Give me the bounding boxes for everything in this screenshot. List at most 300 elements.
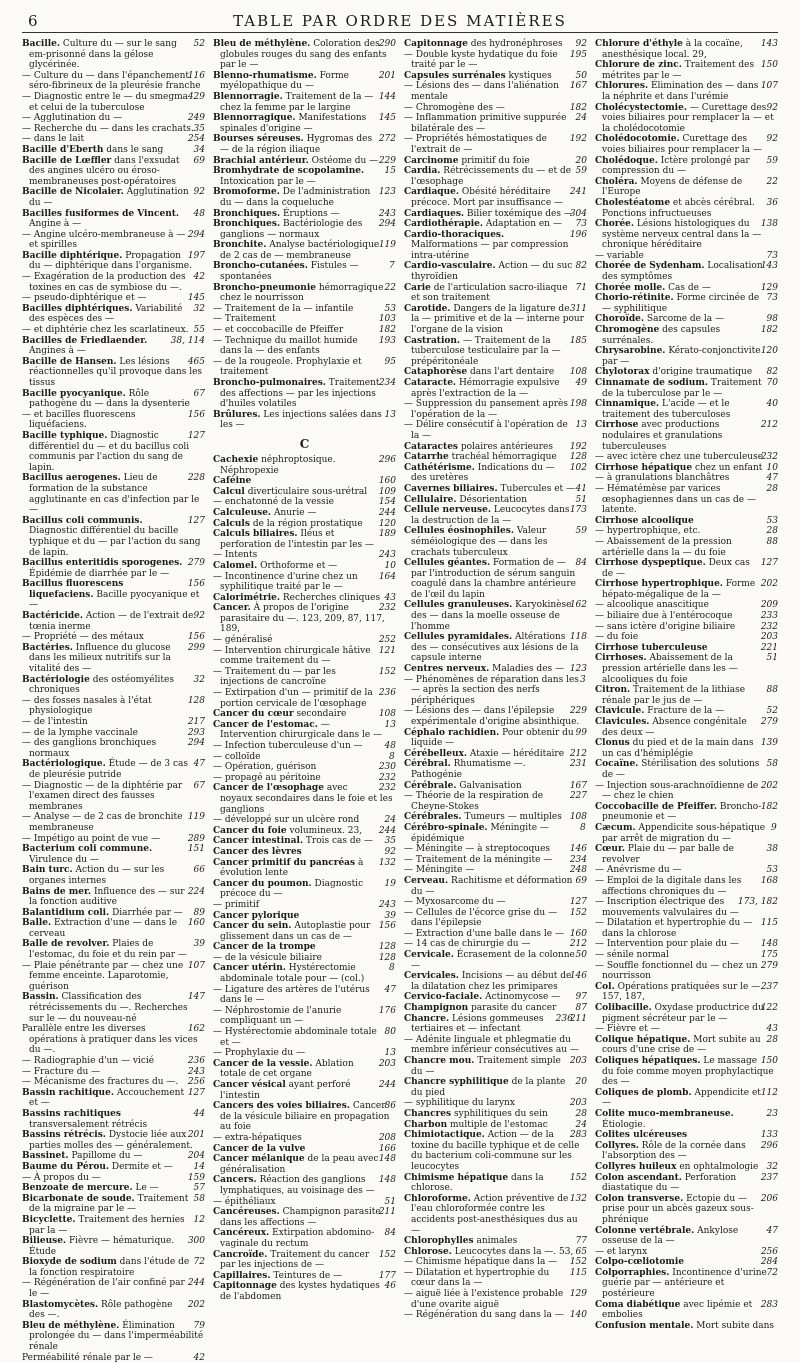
entry-text: Cas de —	[668, 282, 711, 293]
entry-text: Maladies des —	[492, 664, 564, 675]
index-entry	[22, 113, 205, 124]
index-entry	[595, 516, 778, 527]
entry-page-ref: 212	[569, 748, 587, 759]
entry-heading: Catarrhe	[404, 452, 449, 463]
entry-page-ref: 73	[766, 293, 778, 304]
entry-text: Étiologie.	[602, 1119, 646, 1130]
entry-page-ref: 24	[575, 113, 587, 124]
entry-heading: Cancers des voies biliaires.	[213, 1101, 350, 1112]
entry-heading: Cinnamique.	[595, 399, 660, 410]
entry-page-ref: 72	[193, 1257, 205, 1268]
entry-text: dans l'exsudat des angines ulcéro ou éroso-membraneuses post-opératoires	[29, 155, 180, 187]
index-entry	[213, 561, 396, 572]
index-entry	[404, 1268, 587, 1289]
index-entry	[22, 357, 205, 389]
entry-page-ref: 133	[760, 1130, 778, 1141]
index-entry	[404, 219, 587, 230]
entry-page-ref: 311	[569, 303, 587, 314]
entry-page-ref: 182	[760, 325, 778, 336]
entry-page-ref: 38, 114	[170, 335, 205, 346]
index-column-2	[213, 39, 396, 1363]
index-entry	[404, 728, 587, 749]
index-entry	[213, 603, 396, 635]
index-entry	[595, 134, 778, 155]
entry-page-ref: 103	[378, 314, 396, 325]
index-entry	[213, 720, 396, 741]
entry-page-ref: 192	[569, 134, 587, 145]
entry-text: — avec ictère chez une tuberculeuse	[595, 452, 764, 463]
entry-text: Traitement de la — chez la femme par le largine	[220, 91, 374, 113]
entry-page-ref: 70	[766, 378, 778, 388]
entry-heading: Céphalo rachidien.	[404, 727, 500, 738]
index-entry	[404, 230, 587, 262]
entry-page-ref: 147	[187, 992, 205, 1003]
entry-text: — Mécanisme des fractures du —.	[22, 1077, 179, 1088]
entry-heading: Blennorragique.	[213, 113, 296, 124]
entry-text: — alcoolique anascitique	[595, 600, 709, 611]
entry-heading: Cathétérisme.	[404, 462, 475, 473]
entry-page-ref: 88	[766, 685, 778, 696]
index-entry	[22, 1109, 205, 1130]
entry-page-ref: 120	[760, 346, 778, 357]
entry-page-ref: 28	[766, 483, 778, 494]
index-entry	[404, 844, 587, 855]
entry-page-ref: 92	[766, 102, 778, 113]
entry-page-ref: 129	[760, 282, 778, 293]
index-entry	[213, 357, 396, 378]
entry-page-ref: 115	[569, 1267, 587, 1278]
entry-heading: Clavicule.	[595, 706, 645, 717]
entry-heading: Cérébrales.	[404, 812, 462, 823]
entry-page-ref: 15	[384, 166, 396, 177]
entry-heading: Cervicales.	[404, 971, 459, 982]
entry-heading: Bronchiques.	[213, 208, 281, 219]
entry-text: de l'articulation sacro-iliaque et son traitement	[411, 282, 568, 304]
index-entry	[595, 1162, 778, 1173]
entry-text: — des fosses nasales à l'état physiologique	[22, 695, 152, 717]
entry-page-ref: 249	[187, 113, 205, 124]
entry-heading: Carcinome	[404, 155, 459, 166]
entry-page-ref: 254	[187, 134, 205, 145]
entry-text: — Méningite —	[404, 865, 475, 876]
entry-page-ref: 82	[575, 261, 587, 272]
index-entry	[404, 992, 587, 1003]
entry-text: Indications du — des uretères	[411, 462, 555, 484]
entry-page-ref: 39	[384, 910, 396, 921]
entry-text: Leucocytes dans la destruction de la —	[411, 505, 570, 526]
entry-text: — Myxosarcome du —	[404, 897, 506, 908]
index-entry	[595, 961, 778, 982]
entry-text: — Adénite linguale et phlegmatie du membre inférieur consécutives au —	[404, 1034, 579, 1056]
index-entry	[22, 92, 205, 113]
entry-page-ref: 118	[569, 632, 587, 643]
entry-page-ref: 230	[378, 762, 396, 773]
entry-text: — développé sur un ulcère rond	[213, 815, 360, 826]
entry-text: — de la vésicule biliaire	[213, 952, 322, 963]
entry-text: Recherches cliniques	[282, 592, 381, 603]
entry-page-ref: 69	[575, 875, 587, 886]
entry-heading: Bromoforme.	[213, 187, 280, 198]
entry-page-ref: 229	[378, 155, 396, 166]
entry-heading: Clonus	[595, 738, 630, 749]
entry-heading: Balantidium coli.	[22, 907, 110, 918]
index-entry	[404, 971, 587, 992]
index-columns	[22, 39, 778, 1363]
entry-text: Traitement des métrites par le —	[602, 60, 755, 81]
entry-page-ref: 203	[569, 1098, 587, 1109]
entry-text: — Abaissement de la pression artérielle dans la — du foie	[595, 536, 732, 558]
index-entry	[595, 103, 778, 135]
entry-page-ref: 50	[575, 70, 587, 81]
entry-text: Ostéome du —	[311, 155, 379, 166]
index-entry	[213, 39, 396, 71]
entry-page-ref: 185	[569, 335, 587, 346]
entry-heading: Choléra.	[595, 176, 638, 187]
entry-heading: Cirrhose tuberculeuse	[595, 642, 708, 653]
index-column-1	[22, 39, 205, 1363]
entry-page-ref: 28	[766, 1034, 778, 1045]
entry-text: Kérato-conjonctivite par —	[602, 346, 761, 367]
index-entry	[595, 653, 778, 685]
index-entry	[404, 484, 587, 495]
entry-page-ref: 24	[575, 1119, 587, 1130]
entry-text: Hystérectomie abdominale totale pour — (col.)	[220, 963, 365, 985]
entry-heading: Chloroforme.	[404, 1193, 471, 1204]
entry-text: — Fracture du —	[22, 1066, 101, 1077]
entry-page-ref: 224	[187, 886, 205, 897]
entry-heading: Colique hépatique.	[595, 1034, 691, 1045]
entry-heading: Colibacille.	[595, 1003, 652, 1014]
index-entry	[595, 982, 778, 1003]
entry-page-ref: 294	[378, 219, 396, 230]
entry-page-ref: 197	[187, 250, 205, 261]
entry-text: avec lipémie et embolies	[602, 1299, 753, 1321]
index-entry	[213, 476, 396, 487]
entry-heading: Cancer de la vulve	[213, 1143, 306, 1154]
entry-page-ref: 234	[569, 854, 587, 865]
entry-text: — épithéliaux	[213, 1196, 276, 1207]
index-entry	[595, 579, 778, 600]
index-entry	[595, 844, 778, 865]
entry-heading: Cataracte.	[404, 378, 457, 388]
index-entry	[213, 166, 396, 187]
index-entry	[595, 950, 778, 961]
entry-page-ref: 167	[569, 81, 587, 92]
index-entry	[213, 113, 396, 134]
index-entry	[213, 1006, 396, 1027]
entry-page-ref: 79	[193, 1320, 205, 1331]
index-entry	[213, 709, 396, 720]
entry-page-ref: 102	[569, 462, 587, 473]
entry-text: transversalement rétrécis	[29, 1119, 148, 1130]
entry-page-ref: 232	[378, 783, 396, 794]
entry-heading: Bacille diphtérique.	[22, 250, 123, 261]
index-entry	[213, 519, 396, 530]
entry-heading: Cellules granuleuses.	[404, 600, 513, 611]
index-entry	[404, 1236, 587, 1247]
entry-page-ref: 299	[187, 642, 205, 653]
entry-page-ref: 109	[378, 486, 396, 497]
entry-heading: Colon transverse.	[595, 1193, 684, 1204]
index-entry	[213, 847, 396, 858]
entry-heading: Chancres	[404, 1108, 452, 1119]
index-entry	[404, 600, 587, 632]
index-entry	[213, 1197, 396, 1208]
index-entry	[404, 1130, 587, 1172]
entry-page-ref: 35	[384, 836, 396, 847]
entry-page-ref: 20	[575, 1077, 587, 1088]
entry-text: Angines à —	[29, 346, 86, 357]
entry-text: Cancer de la vésicule biliaire en propagation au foie	[220, 1101, 390, 1133]
index-entry	[22, 1077, 205, 1088]
entry-page-ref: 82	[766, 367, 778, 378]
entry-heading: Capsules surrénales	[404, 70, 506, 81]
index-entry	[404, 71, 587, 82]
entry-page-ref: 279	[760, 717, 778, 727]
entry-heading: Chromogène	[595, 325, 660, 336]
index-entry	[213, 304, 396, 315]
index-entry	[404, 304, 587, 336]
entry-page-ref: 177	[378, 1270, 396, 1281]
entry-page-ref: 53	[766, 865, 778, 876]
entry-heading: Bactéries.	[22, 642, 73, 653]
index-entry	[595, 367, 778, 378]
index-entry	[595, 420, 778, 452]
entry-page-ref: 283	[760, 1299, 778, 1310]
index-entry	[213, 635, 396, 646]
index-entry	[213, 1175, 396, 1196]
entry-page-ref: 35	[193, 123, 205, 134]
index-entry	[404, 950, 587, 971]
entry-text: Appendicite sous-hépatique par arrêt de migration du —	[602, 822, 766, 844]
entry-text: — Chromogène des —	[404, 102, 505, 113]
index-entry	[22, 145, 205, 156]
index-entry	[22, 1067, 205, 1078]
entry-heading: Bassins rachitiques	[22, 1108, 121, 1119]
entry-page-ref: 182	[760, 801, 778, 812]
entry-text: — Traitement de la — infantile	[213, 303, 354, 314]
entry-heading: Cinnamate de sodium.	[595, 378, 709, 388]
entry-text: Désorientation	[459, 494, 527, 505]
entry-text: de la plante du pied	[411, 1077, 566, 1098]
entry-heading: Cancer vésical	[213, 1080, 286, 1090]
entry-text: — Propriété — des métaux	[22, 632, 144, 643]
index-entry	[213, 879, 396, 900]
entry-heading: Confusion mentale.	[595, 1320, 694, 1331]
index-entry	[22, 1173, 205, 1184]
entry-text: Traitement du cancer par les injections de —	[220, 1249, 370, 1271]
entry-page-ref: 237	[760, 1172, 778, 1183]
index-entry	[595, 1321, 778, 1332]
entry-text: Action — du suc thyroïdien	[411, 261, 573, 283]
index-entry	[213, 410, 396, 431]
index-entry	[213, 71, 396, 92]
entry-heading: Bactériologie	[22, 674, 90, 685]
index-entry	[404, 1120, 587, 1131]
index-entry	[595, 611, 778, 622]
entry-text: — Dilatation et hypertrophie du cœur dans la —	[404, 1267, 550, 1289]
entry-heading: Bourses séreuses.	[213, 134, 304, 145]
entry-text: Ablation totale de cet organe	[220, 1058, 354, 1080]
entry-text: Opérations pratiquées sur le — 157, 187,	[602, 981, 761, 1003]
index-entry	[213, 508, 396, 519]
index-entry	[213, 900, 396, 911]
entry-text: — Analyse — de 2 cas de bronchite membraneuse	[22, 812, 183, 833]
index-entry	[595, 378, 778, 399]
entry-page-ref: 51	[766, 653, 778, 664]
entry-page-ref: 145	[187, 293, 205, 304]
entry-page-ref: 256	[760, 1246, 778, 1257]
entry-page-ref: 112	[760, 1087, 778, 1098]
index-entry	[22, 918, 205, 939]
page-number: 6	[28, 12, 38, 30]
entry-page-ref: 8	[389, 963, 395, 974]
index-entry	[213, 826, 396, 837]
entry-page-ref: 34	[193, 144, 205, 155]
entry-page-ref: 203	[378, 1058, 396, 1069]
index-entry	[595, 600, 778, 611]
page-title: TABLE PAR ORDRE DES MATIÈRES	[233, 12, 567, 30]
entry-page-ref: 67	[193, 388, 205, 399]
entry-heading: Chrysarobine.	[595, 346, 666, 357]
entry-text: — Extirpation d'un — primitif de la portion cervicale de l'œsophage	[213, 688, 373, 709]
entry-text: néphroptosique. Néphropexie	[220, 454, 336, 476]
entry-text: Perméabilité rénale par le —	[22, 1352, 153, 1363]
entry-page-ref: 77	[575, 1236, 587, 1247]
entry-text: Traitement de la lithiase rénale par le jus de —	[602, 685, 746, 706]
entry-text: Coloration des globules rouges du sang des enfants par le —	[220, 39, 387, 71]
index-entry	[22, 812, 205, 833]
index-entry	[213, 378, 396, 410]
index-entry	[595, 346, 778, 367]
entry-page-ref: 156	[378, 921, 396, 932]
entry-heading: Cancer du sein.	[213, 921, 292, 932]
index-entry	[213, 1154, 396, 1175]
index-entry	[595, 1130, 778, 1141]
entry-heading: Bleu de méthylène.	[213, 39, 311, 49]
entry-text: Perforation diastatique du —	[602, 1172, 737, 1194]
index-entry	[213, 741, 396, 752]
index-entry	[404, 336, 587, 368]
index-entry	[404, 442, 587, 453]
entry-page-ref: 241	[569, 187, 587, 198]
index-entry	[213, 1281, 396, 1302]
entry-heading: Bacille typhique.	[22, 430, 108, 441]
entry-text: des kystes hydatiques de l'abdomen	[220, 1281, 380, 1302]
index-entry	[595, 1024, 778, 1035]
entry-heading: Colites ulcéreuses	[595, 1130, 688, 1141]
index-entry	[404, 81, 587, 102]
entry-heading: Chlorure de zinc.	[595, 60, 682, 71]
index-entry	[22, 738, 205, 759]
entry-text: Bactériologie des ganglions — normaux	[220, 219, 363, 240]
entry-page-ref: 47	[766, 473, 778, 484]
entry-page-ref: 3	[580, 674, 586, 685]
index-entry	[22, 134, 205, 145]
index-entry	[595, 685, 778, 706]
entry-heading: Cellulaire.	[404, 494, 457, 505]
entry-page-ref: 86	[384, 1101, 396, 1112]
entry-page-ref: 84	[384, 1228, 396, 1239]
entry-heading: Collyres huileux	[595, 1161, 677, 1172]
entry-page-ref: 244	[187, 1278, 205, 1289]
entry-text: — aiguë liée à l'existence probable d'une ovarite aiguë	[404, 1289, 564, 1310]
entry-page-ref: 13	[384, 409, 396, 420]
entry-page-ref: 107	[760, 81, 778, 92]
index-entry	[213, 529, 396, 550]
entry-page-ref: 139	[760, 738, 778, 749]
index-entry	[213, 1207, 396, 1228]
index-entry	[595, 1194, 778, 1226]
index-entry	[595, 39, 778, 60]
index-entry	[404, 113, 587, 134]
entry-page-ref: 32	[766, 1161, 778, 1172]
entry-text: Adaptation en —	[485, 219, 562, 230]
index-entry	[22, 1162, 205, 1173]
entry-text: — du foie	[595, 632, 639, 643]
index-entry	[213, 963, 396, 984]
entry-heading: Bassins rétrécis.	[22, 1130, 106, 1141]
entry-heading: Cellules pyramidales.	[404, 632, 513, 643]
index-entry	[22, 209, 205, 230]
entry-text: Rôle de la cornée dans l'absorption des —	[602, 1140, 746, 1162]
entry-heading: Blennorragie.	[213, 91, 283, 102]
entry-page-ref: 209	[760, 600, 778, 611]
entry-text: et abcès cérébral. Ponctions infructueuses	[602, 197, 755, 219]
entry-text: — Propriétés hémostatiques de l'extrait de —	[404, 134, 547, 155]
entry-page-ref: 221	[760, 642, 778, 653]
entry-page-ref: 39	[193, 939, 205, 950]
index-entry	[595, 1109, 778, 1130]
index-entry	[595, 452, 778, 463]
entry-page-ref: 143	[760, 39, 778, 49]
index-entry	[404, 209, 587, 220]
entry-page-ref: 296	[760, 1140, 778, 1151]
entry-heading: Chlorures.	[595, 81, 649, 92]
index-entry	[404, 156, 587, 167]
index-entry	[22, 992, 205, 1024]
entry-heading: Cataractes	[404, 441, 458, 452]
entry-text: dans l'art dentaire	[469, 367, 555, 378]
entry-heading: Cirrhose	[595, 420, 639, 431]
entry-heading: Cérébrale.	[404, 780, 457, 791]
entry-text: trachéal hémorragique	[451, 452, 557, 463]
entry-page-ref: 51	[384, 1196, 396, 1207]
index-entry	[22, 696, 205, 717]
entry-page-ref: 36	[766, 197, 778, 208]
entry-heading: Col.	[595, 981, 615, 992]
entry-heading: Cancers.	[213, 1175, 257, 1186]
entry-text: multiple de l'estomac	[450, 1119, 548, 1130]
entry-text: — Incontinence d'urine chez un syphilitique traité par le —	[213, 571, 358, 593]
index-entry	[404, 526, 587, 558]
entry-page-ref: 429	[187, 91, 205, 102]
entry-text: Lésions histologiques du système nerveux central dans la — chronique héréditaire	[602, 219, 762, 251]
entry-heading: Cirrhose dyspeptique.	[595, 558, 706, 569]
entry-text: — syphilitique du larynx	[404, 1098, 515, 1109]
entry-text: — Impétigo au point de vue —	[22, 833, 160, 844]
entry-page-ref: 206	[760, 1193, 778, 1204]
entry-page-ref: 7	[389, 261, 395, 272]
entry-text: Absence congénitale des deux —	[602, 717, 747, 738]
index-entry	[22, 71, 205, 92]
entry-page-ref: 192	[569, 441, 587, 452]
entry-heading: Cholédocotomie.	[595, 134, 680, 145]
entry-heading: Calcul	[213, 486, 245, 497]
entry-heading: Cancer intestinal.	[213, 836, 304, 847]
entry-heading: Cancroïde.	[213, 1249, 268, 1260]
entry-heading: Cancéreux.	[213, 1228, 270, 1239]
